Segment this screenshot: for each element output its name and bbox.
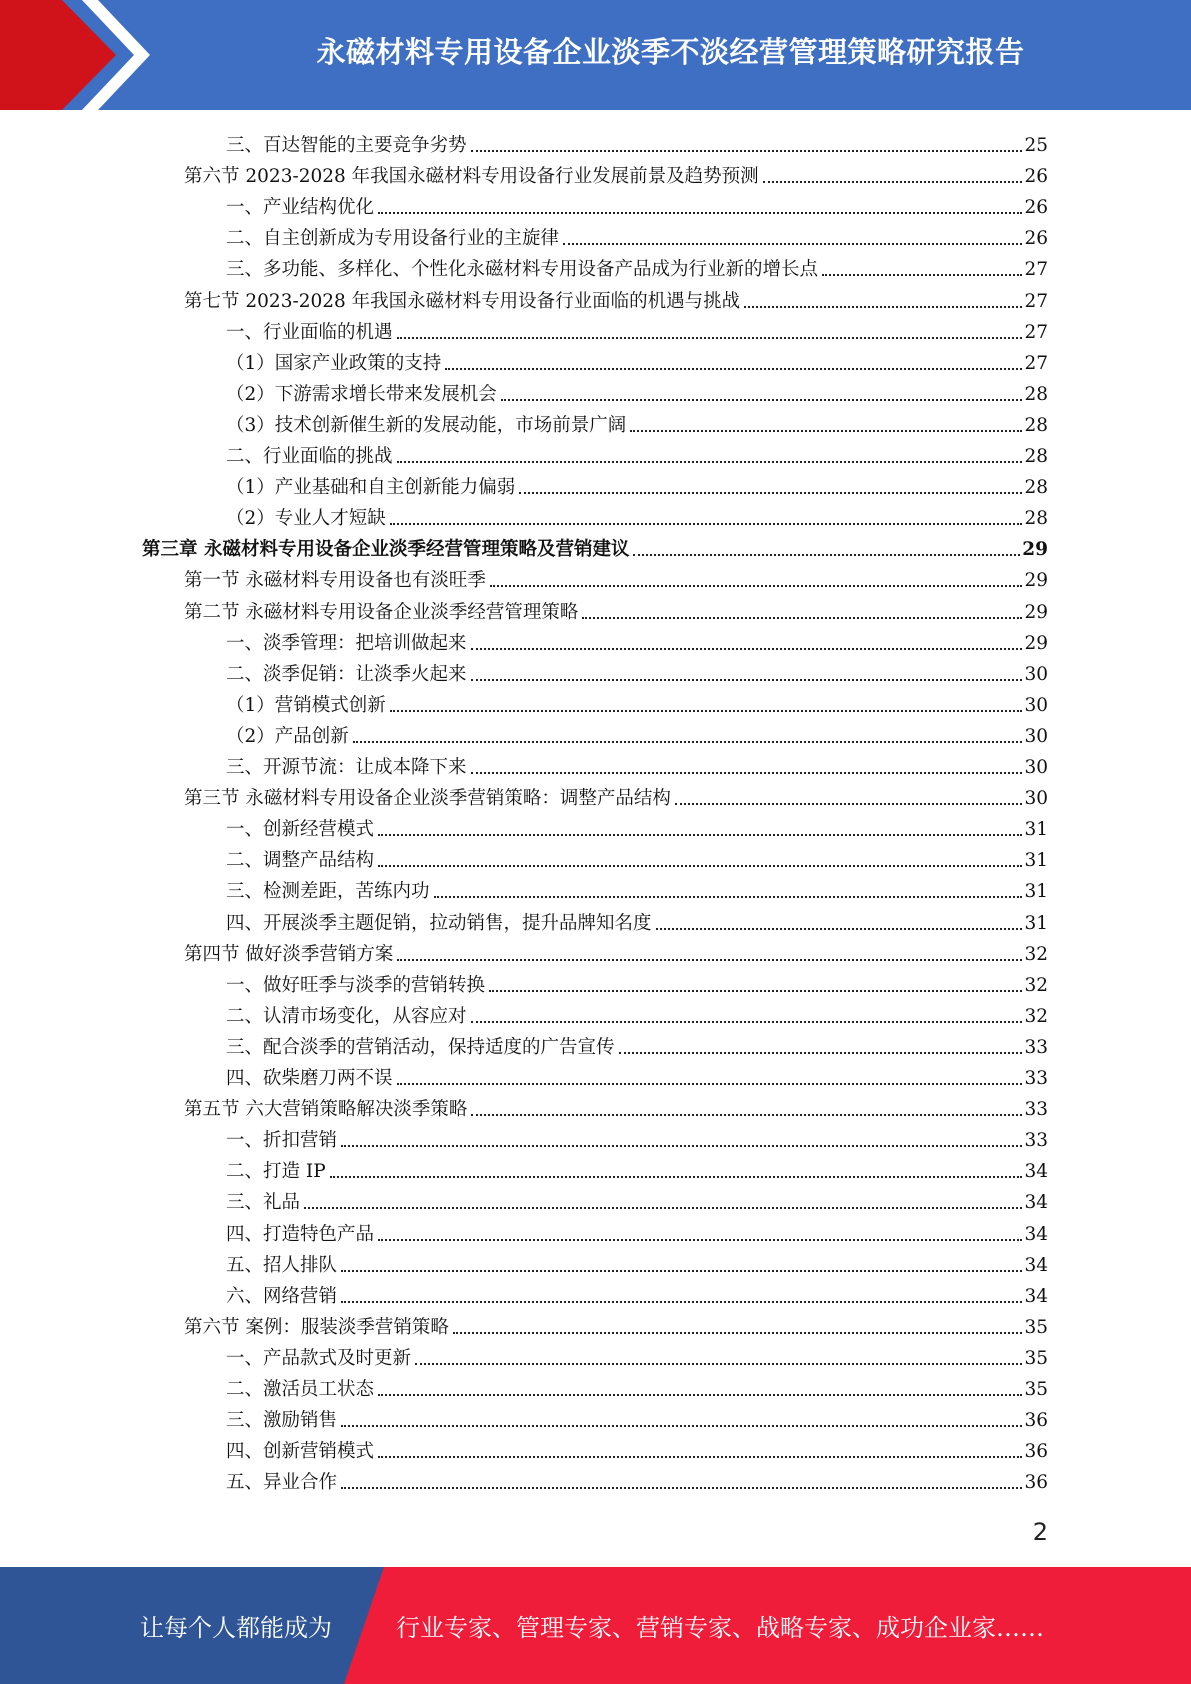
- toc-entry-title: 二、激活员工状态: [226, 1379, 375, 1400]
- toc-entry[interactable]: [226, 1370, 1048, 1401]
- toc-entry-title: 一、做好旺季与淡季的营销转换: [226, 974, 486, 996]
- toc-dot-leader: [489, 990, 1022, 992]
- page-header: [0, 0, 1191, 110]
- toc-dot-leader: [471, 679, 1023, 681]
- toc-entry-page: 33: [1024, 1130, 1048, 1152]
- toc-entry[interactable]: [226, 1121, 1048, 1152]
- toc-entry-title: 三、激励销售: [226, 1410, 338, 1432]
- toc-entry[interactable]: [184, 1090, 1048, 1121]
- toc-entry-title: 一、淡季管理：把培训做起来: [226, 632, 467, 654]
- toc-dot-leader: [304, 1207, 1022, 1209]
- toc-entry-page: 27: [1024, 352, 1048, 374]
- toc-entry-page: 30: [1024, 663, 1048, 685]
- toc-entry-page: 26: [1024, 166, 1048, 188]
- toc-dot-leader: [378, 834, 1022, 836]
- toc-entry-page: 30: [1024, 788, 1048, 810]
- toc-entry[interactable]: [142, 530, 1048, 561]
- toc-entry[interactable]: [226, 468, 1048, 499]
- toc-entry[interactable]: [226, 1215, 1048, 1246]
- toc-entry-page: 35: [1024, 1347, 1048, 1369]
- toc-entry-page: 36: [1024, 1472, 1048, 1494]
- toc-dot-leader: [822, 274, 1022, 276]
- toc-entry-page: 28: [1024, 508, 1048, 530]
- toc-dot-leader: [471, 648, 1023, 650]
- toc-entry-page: 29: [1024, 601, 1048, 623]
- page-number: 2: [1032, 1518, 1048, 1546]
- toc-dot-leader: [397, 1083, 1023, 1085]
- toc-entry-page: 27: [1024, 290, 1048, 312]
- toc-entry-page: 31: [1024, 850, 1048, 872]
- toc-dot-leader: [341, 1425, 1022, 1427]
- toc-entry-page: 34: [1024, 1285, 1048, 1307]
- toc-dot-leader: [501, 399, 1023, 401]
- toc-entry[interactable]: [226, 872, 1048, 903]
- toc-entry-title: 第四节 做好淡季营销方案: [184, 943, 394, 965]
- toc-entry-title: 第六节 2023-2028 年我国永磁材料专用设备行业发展前景及趋势预测: [184, 166, 759, 188]
- toc-entry-page: 30: [1024, 725, 1048, 747]
- toc-entry-title: 五、招人排队: [226, 1254, 338, 1276]
- toc-dot-leader: [453, 1332, 1023, 1334]
- toc-entry-page: 30: [1024, 694, 1048, 716]
- toc-dot-leader: [378, 865, 1022, 867]
- toc-entry-title: 三、礼品: [226, 1192, 301, 1214]
- toc-entry[interactable]: [226, 219, 1048, 250]
- toc-dot-leader: [582, 617, 1022, 619]
- toc-dot-leader: [341, 1270, 1022, 1272]
- page-footer: [0, 1567, 1191, 1684]
- toc-entry-title: 三、检测差距，苦练内功: [226, 881, 430, 903]
- toc-entry-title: 第一节 永磁材料专用设备也有淡旺季: [184, 570, 486, 592]
- toc-entry[interactable]: [184, 779, 1048, 810]
- toc-entry[interactable]: [226, 841, 1048, 872]
- toc-dot-leader: [563, 243, 1022, 245]
- toc-entry-title: （2）专业人才短缺: [226, 508, 386, 530]
- toc-entry[interactable]: [184, 282, 1048, 313]
- toc-entry[interactable]: [226, 344, 1048, 375]
- footer-slogan-left: 让每个人都能成为: [140, 1614, 332, 1642]
- toc-dot-leader: [341, 1301, 1022, 1303]
- toc-entry-title: 二、淡季促销：让淡季火起来: [226, 663, 467, 685]
- toc-dot-leader: [675, 803, 1023, 805]
- toc-entry-page: 27: [1024, 321, 1048, 343]
- footer-slogan-right: 行业专家、管理专家、营销专家、战略专家、成功企业家……: [396, 1614, 1044, 1642]
- toc-entry-page: 35: [1024, 1379, 1048, 1400]
- toc-entry-title: （1）产业基础和自主创新能力偏弱: [226, 477, 516, 499]
- toc-dot-leader: [519, 492, 1022, 494]
- toc-entry[interactable]: [226, 1432, 1048, 1463]
- toc-entry[interactable]: [226, 499, 1048, 530]
- toc-entry-page: 31: [1024, 912, 1048, 934]
- toc-entry-page: 35: [1024, 1316, 1048, 1338]
- toc-dot-leader: [633, 554, 1020, 556]
- toc-entry-title: 四、开展淡季主题促销，拉动销售，提升品牌知名度: [226, 912, 652, 934]
- toc-entry[interactable]: [226, 686, 1048, 717]
- toc-dot-leader: [390, 523, 1023, 525]
- toc-entry-page: 25: [1024, 135, 1048, 156]
- toc-dot-leader: [619, 1052, 1023, 1054]
- toc-dot-leader: [630, 430, 1022, 432]
- toc-entry-page: 33: [1024, 1099, 1048, 1121]
- toc-entry-title: 三、百达智能的主要竞争劣势: [226, 135, 467, 156]
- toc-entry[interactable]: [226, 717, 1048, 748]
- toc-entry-title: 第三节 永磁材料专用设备企业淡季营销策略：调整产品结构: [184, 788, 671, 810]
- toc-dot-leader: [656, 928, 1023, 930]
- toc-entry[interactable]: [226, 1028, 1048, 1059]
- toc-entry[interactable]: [184, 935, 1048, 966]
- toc-entry-page: 26: [1024, 197, 1048, 219]
- toc-entry-page: 28: [1024, 477, 1048, 499]
- toc-dot-leader: [353, 741, 1023, 743]
- toc-entry-page: 32: [1024, 974, 1048, 996]
- toc-entry-title: 一、产业结构优化: [226, 197, 375, 219]
- toc-dot-leader: [397, 959, 1022, 961]
- toc-entry[interactable]: [226, 1277, 1048, 1308]
- toc-entry[interactable]: [226, 904, 1048, 935]
- toc-entry[interactable]: [226, 437, 1048, 468]
- toc-dot-leader: [341, 1145, 1022, 1147]
- toc-entry-title: 第六节 案例：服装淡季营销策略: [184, 1316, 449, 1338]
- toc-entry-title: 五、异业合作: [226, 1472, 338, 1494]
- toc-entry-title: 三、开源节流：让成本降下来: [226, 757, 467, 778]
- toc-entry[interactable]: [184, 1308, 1048, 1339]
- toc-entry-title: 四、打造特色产品: [226, 1223, 375, 1245]
- toc-entry-title: 第七节 2023-2028 年我国永磁材料专用设备行业面临的机遇与挑战: [184, 290, 741, 312]
- toc-entry-page: 29: [1024, 632, 1048, 654]
- toc-entry[interactable]: [226, 1059, 1048, 1090]
- toc-entry-page: 36: [1024, 1441, 1048, 1463]
- toc-entry-title: （2）产品创新: [226, 725, 349, 747]
- toc-entry[interactable]: [226, 1246, 1048, 1277]
- toc-entry[interactable]: [226, 655, 1048, 686]
- header-arrow-decoration: [0, 0, 150, 110]
- toc-entry-page: 30: [1024, 757, 1048, 778]
- toc-entry[interactable]: [184, 593, 1048, 624]
- toc-entry-page: 31: [1024, 819, 1048, 841]
- toc-entry-page: 27: [1024, 259, 1048, 281]
- toc-entry[interactable]: [226, 406, 1048, 437]
- toc-entry[interactable]: [226, 810, 1048, 841]
- toc-entry[interactable]: [226, 188, 1048, 219]
- toc-dot-leader: [330, 1176, 1023, 1178]
- toc-entry-title: 二、行业面临的挑战: [226, 446, 393, 467]
- toc-dot-leader: [471, 772, 1023, 774]
- toc-entry-title: 一、创新经营模式: [226, 819, 375, 841]
- toc-entry-page: 32: [1024, 943, 1048, 965]
- toc-entry-title: 一、折扣营销: [226, 1130, 338, 1152]
- toc-entry-title: （2）下游需求增长带来发展机会: [226, 383, 497, 405]
- toc-entry-title: 四、创新营销模式: [226, 1441, 375, 1463]
- toc-entry[interactable]: [226, 624, 1048, 655]
- toc-entry-title: 第五节 六大营销策略解决淡季策略: [184, 1099, 468, 1121]
- toc-entry-title: 二、认清市场变化，从容应对: [226, 1005, 467, 1027]
- toc-entry[interactable]: [226, 966, 1048, 997]
- toc-dot-leader: [415, 1363, 1022, 1365]
- toc-entry[interactable]: [226, 250, 1048, 281]
- toc-entry[interactable]: [226, 1463, 1048, 1494]
- toc-entry-page: 26: [1024, 228, 1048, 250]
- toc-dot-leader: [445, 368, 1022, 370]
- toc-entry-title: 二、打造 IP: [226, 1161, 326, 1183]
- toc-entry[interactable]: [184, 157, 1048, 188]
- toc-dot-leader: [378, 1456, 1022, 1458]
- toc-dot-leader: [378, 1394, 1022, 1396]
- toc-entry-title: （1）国家产业政策的支持: [226, 352, 442, 374]
- toc-dot-leader: [471, 150, 1023, 152]
- toc-dot-leader: [490, 585, 1023, 587]
- toc-entry-page: 28: [1024, 414, 1048, 436]
- toc-entry-title: 二、调整产品结构: [226, 850, 375, 872]
- toc-entry-page: 33: [1024, 1036, 1048, 1058]
- toc-dot-leader: [434, 896, 1023, 898]
- toc-entry[interactable]: [226, 1152, 1048, 1183]
- toc-entry-title: 一、产品款式及时更新: [226, 1347, 412, 1369]
- toc-entry-title: 一、行业面临的机遇: [226, 321, 393, 343]
- toc-entry-page: 33: [1024, 1068, 1048, 1089]
- toc-entry-page: 34: [1024, 1254, 1048, 1276]
- toc-entry[interactable]: [226, 748, 1048, 779]
- toc-entry-title: 三、配合淡季的营销活动，保持适度的广告宣传: [226, 1036, 615, 1058]
- toc-entry-title: 第二节 永磁材料专用设备企业淡季经营管理策略: [184, 601, 579, 623]
- toc-entry-page: 36: [1024, 1410, 1048, 1432]
- toc-dot-leader: [341, 1487, 1022, 1489]
- toc-entry[interactable]: [184, 561, 1048, 592]
- toc-entry-page: 29: [1024, 570, 1048, 592]
- toc-entry-title: 六、网络营销: [226, 1285, 338, 1307]
- toc-dot-leader: [397, 461, 1023, 463]
- toc-entry-page: 28: [1024, 446, 1048, 467]
- toc-entry-title: 二、自主创新成为专用设备行业的主旋律: [226, 228, 560, 250]
- toc-entry[interactable]: [226, 1183, 1048, 1214]
- toc-entry-title: 第三章 永磁材料专用设备企业淡季经营管理策略及营销建议: [142, 539, 630, 561]
- toc-entry[interactable]: [226, 375, 1048, 406]
- toc-entry-page: 29: [1022, 539, 1048, 561]
- toc-entry-title: 四、砍柴磨刀两不误: [226, 1068, 393, 1089]
- toc-entry-title: （1）营销模式创新: [226, 694, 386, 716]
- toc-entry-title: （3）技术创新催生新的发展动能，市场前景广阔: [226, 414, 627, 436]
- report-title: 永磁材料专用设备企业淡季不淡经营管理策略研究报告: [316, 34, 1025, 69]
- toc-dot-leader: [471, 1114, 1022, 1116]
- toc-dot-leader: [390, 710, 1023, 712]
- toc-entry-page: 31: [1024, 881, 1048, 903]
- toc-entry[interactable]: [226, 997, 1048, 1028]
- toc-entry[interactable]: [226, 1401, 1048, 1432]
- toc-dot-leader: [397, 337, 1023, 339]
- toc-entry-page: 34: [1024, 1223, 1048, 1245]
- toc-entry-title: 三、多功能、多样化、个性化永磁材料专用设备产品成为行业新的增长点: [226, 259, 819, 281]
- toc-entry[interactable]: [226, 126, 1048, 157]
- toc-entry-page: 32: [1024, 1005, 1048, 1027]
- toc-dot-leader: [744, 306, 1022, 308]
- toc-entry[interactable]: [226, 1339, 1048, 1370]
- toc-entry[interactable]: [226, 313, 1048, 344]
- toc-dot-leader: [471, 1021, 1023, 1023]
- toc-entry-page: 28: [1024, 383, 1048, 405]
- toc-dot-leader: [763, 181, 1023, 183]
- toc-dot-leader: [378, 1239, 1022, 1241]
- toc-dot-leader: [378, 212, 1022, 214]
- toc-entry-page: 34: [1024, 1192, 1048, 1214]
- toc-entry-page: 34: [1024, 1161, 1048, 1183]
